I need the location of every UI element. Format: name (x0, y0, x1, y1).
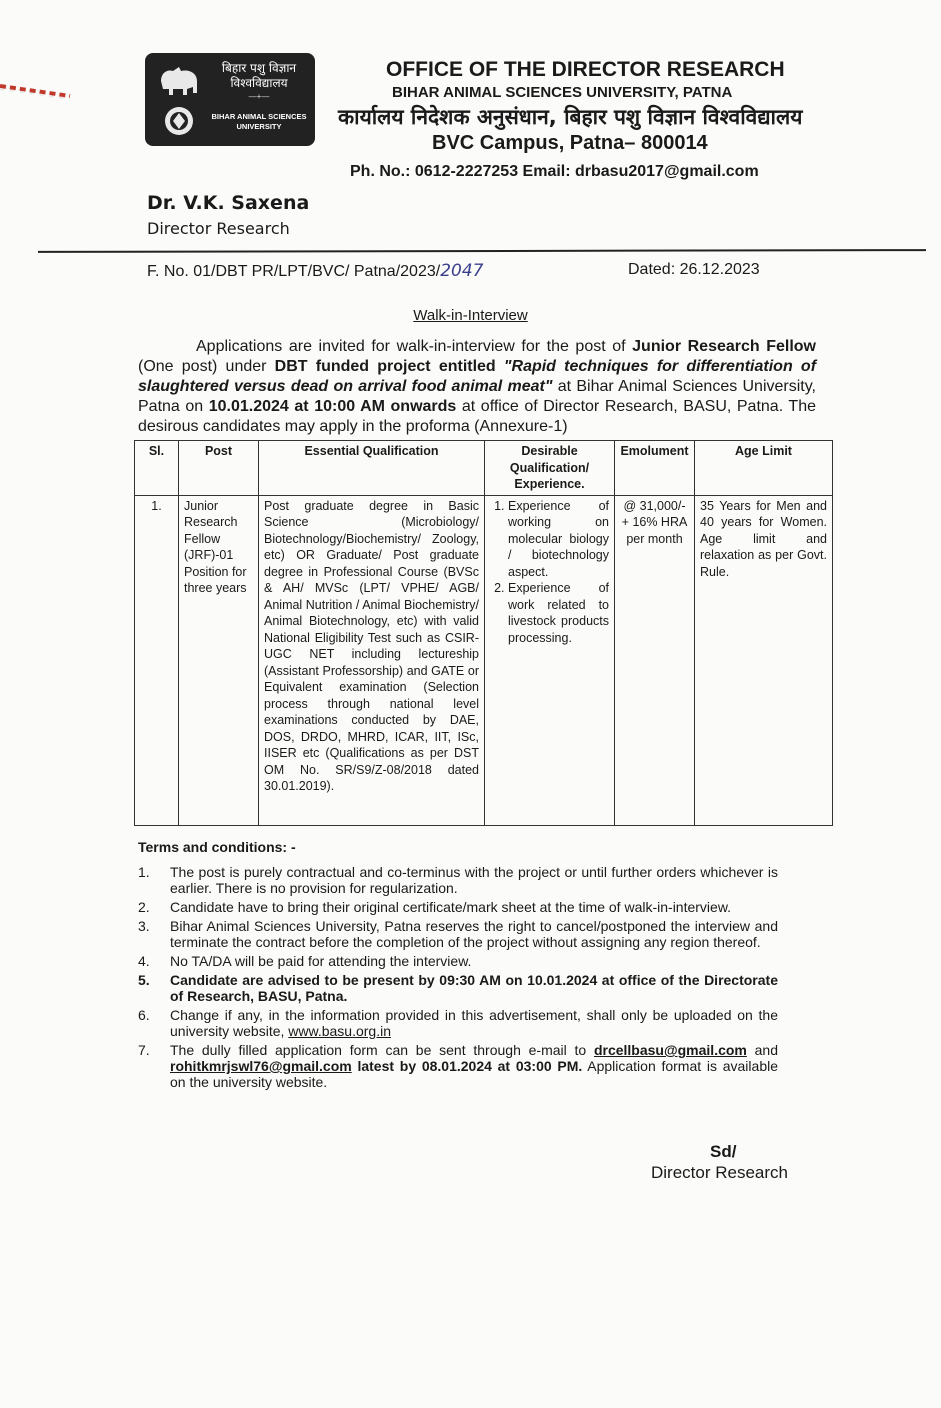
term-number: 2. (138, 899, 150, 915)
university-name: BIHAR ANIMAL SCIENCES UNIVERSITY, PATNA (392, 84, 733, 101)
list-item (138, 1007, 778, 1039)
file-number (147, 261, 483, 281)
desirable-item: 1. Experience of working on molecular biology / biotechnology aspect. (508, 498, 609, 581)
list-item (138, 1042, 778, 1090)
vacancy-table (134, 440, 833, 826)
header-essential: Essential Qualification (259, 441, 485, 496)
list-item (138, 972, 778, 1004)
term-text-part: The dully filled application form can be sent through e-mail to (170, 1042, 594, 1058)
office-title-hindi: कार्यालय निदेशक अनुसंधान, बिहार पशु विज्ञान विश्वविद्यालय (338, 105, 803, 129)
header-post: Post (179, 441, 259, 496)
intro-dbt: DBT funded project entitled (274, 358, 504, 375)
cell-desirable (485, 495, 615, 825)
term-text: No TA/DA will be paid for attending the interview. (170, 953, 472, 969)
term-text (170, 1007, 778, 1039)
notice-title-text: Walk-in-Interview (413, 307, 528, 324)
intro-datetime: 10.01.2024 at 10:00 AM onwards (208, 398, 457, 415)
table-row (135, 495, 833, 825)
term-number: 3. (138, 918, 150, 934)
list-item (138, 899, 778, 915)
cell-post: Junior Research Fellow (JRF)-01 Position for three years (179, 495, 259, 825)
email-link-rohit[interactable]: rohitkmrjswl76@gmail.com (170, 1058, 352, 1074)
logo-hindi-line1: बिहार पशु विज्ञान (221, 61, 297, 75)
intro-paragraph (138, 337, 816, 437)
thread-decoration (0, 82, 80, 102)
header-emolument: Emolument (615, 441, 695, 496)
cell-sl: 1. (135, 495, 179, 825)
signatory-designation: Director Research (147, 219, 290, 238)
cell-emolument: @ 31,000/- + 16% HRA per month (615, 495, 695, 825)
list-item (138, 864, 778, 896)
logo-english-line1: BIHAR ANIMAL SCIENCES (211, 112, 307, 121)
term-text-part: Change if any, in the information provided in this advertisement, shall only be uploaded on the university website, (170, 1007, 778, 1039)
desirable-list (490, 498, 609, 647)
header-age: Age Limit (695, 441, 833, 496)
terms-list (138, 864, 778, 1093)
term-text-part: and (746, 1042, 778, 1058)
file-number-printed: F. No. 01/DBT PR/LPT/BVC/ Patna/2023/ (147, 263, 441, 280)
intro-text-2: (One post) under (138, 358, 275, 375)
intro-text-3: at Bihar Animal Sciences University, Patna on (138, 378, 816, 415)
closing-designation: Director Research (651, 1163, 788, 1182)
intro-post: Junior Research Fellow (632, 338, 817, 355)
list-item (138, 918, 778, 950)
term-text (170, 1042, 778, 1090)
logo-english-line2: UNIVERSITY (236, 122, 282, 131)
cell-age: 35 Years for Men and 40 years for Women. Age limit and relaxation as per Govt. Rule. (695, 495, 833, 825)
cow-emblem-icon (153, 59, 205, 141)
file-number-handwritten: 2047 (440, 261, 484, 281)
header-sl: Sl. (135, 441, 179, 496)
signature-mark: Sd/ (710, 1142, 737, 1161)
logo-hindi-line2: विश्वविद्यालय (230, 76, 288, 90)
terms-heading: Terms and conditions: - (138, 839, 296, 855)
list-item (138, 953, 778, 969)
notice-title (0, 307, 941, 324)
desirable-item: 2. Experience of work related to livestock products processing. (508, 580, 609, 646)
header-divider (38, 249, 926, 253)
term-text-part: Application format is available on the university website. (170, 1058, 778, 1090)
term-text: The post is purely contractual and co-terminus with the project or until further orders whichever is earlier. There is no provision for regularization. (170, 864, 778, 896)
intro-text-1: Applications are invited for walk-in-interview for the post of (196, 338, 633, 355)
term-number: 1. (138, 864, 150, 880)
issue-date: Dated: 26.12.2023 (628, 261, 760, 278)
contact-line: Ph. No.: 0612-2227253 Email: drbasu2017@gmail.com (350, 163, 759, 180)
logo-text (207, 61, 311, 132)
email-link-drcell[interactable]: drcellbasu@gmail.com (593, 1042, 747, 1058)
intro-project-title: "Rapid techniques for differentiation of slaughtered versus dead on arrival food animal meat" (138, 358, 817, 395)
university-website-link[interactable]: www.basu.org.in (288, 1023, 391, 1039)
header-desirable: Desirable Qualification/ Experience. (485, 441, 615, 496)
cell-essential: Post graduate degree in Basic Science (Microbiology/ Biotechnology/Biochemistry/ Zoology, etc) OR Graduate/ Post graduate degree in Professional Course (BVSc & AH/ MVSc (LPT/ VPHE/ AGB/ Animal Nutrition / Animal Biochemistry/ Animal Biotechnology, etc) with valid National Eligibility Test such as CSIR-UGC NET including lectureship (Assistant Professorship) and GATE or Equivalent examination (Selection process through national level examinations conducted by DAE, DOS, DRDO, MHRD, ICAR, IIT, ISc, IISER etc (Qualifications as per DST OM No. SR/S9/Z-08/2018 dated 30.01.2019). (259, 495, 485, 825)
campus-address: BVC Campus, Patna– 800014 (432, 132, 708, 154)
term-deadline: latest by 08.01.2024 at 03:00 PM. (351, 1058, 583, 1074)
signatory-name: Dr. V.K. Saxena (147, 192, 310, 214)
term-text: Bihar Animal Sciences University, Patna reserves the right to cancel/postponed the interview and terminate the contract before the completion of the project without assigning any region thereof. (170, 918, 778, 950)
office-title: OFFICE OF THE DIRECTOR RESEARCH (386, 58, 785, 81)
logo-separator: —+— (248, 92, 270, 101)
table-header-row (135, 441, 833, 496)
term-text: Candidate are advised to be present by 09:30 AM on 10.01.2024 at office of the Directorate of Research, BASU, Patna. (170, 972, 778, 1004)
university-logo (145, 53, 315, 146)
term-number: 7. (138, 1042, 150, 1058)
term-number: 5. (138, 972, 150, 988)
intro-text-4: at office of Director Research, BASU, Patna. The desirous candidates may apply in the proforma (Annexure-1) (138, 398, 816, 435)
term-text: Candidate have to bring their original certificate/mark sheet at the time of walk-in-interview. (170, 899, 732, 915)
term-number: 6. (138, 1007, 150, 1023)
term-number: 4. (138, 953, 150, 969)
